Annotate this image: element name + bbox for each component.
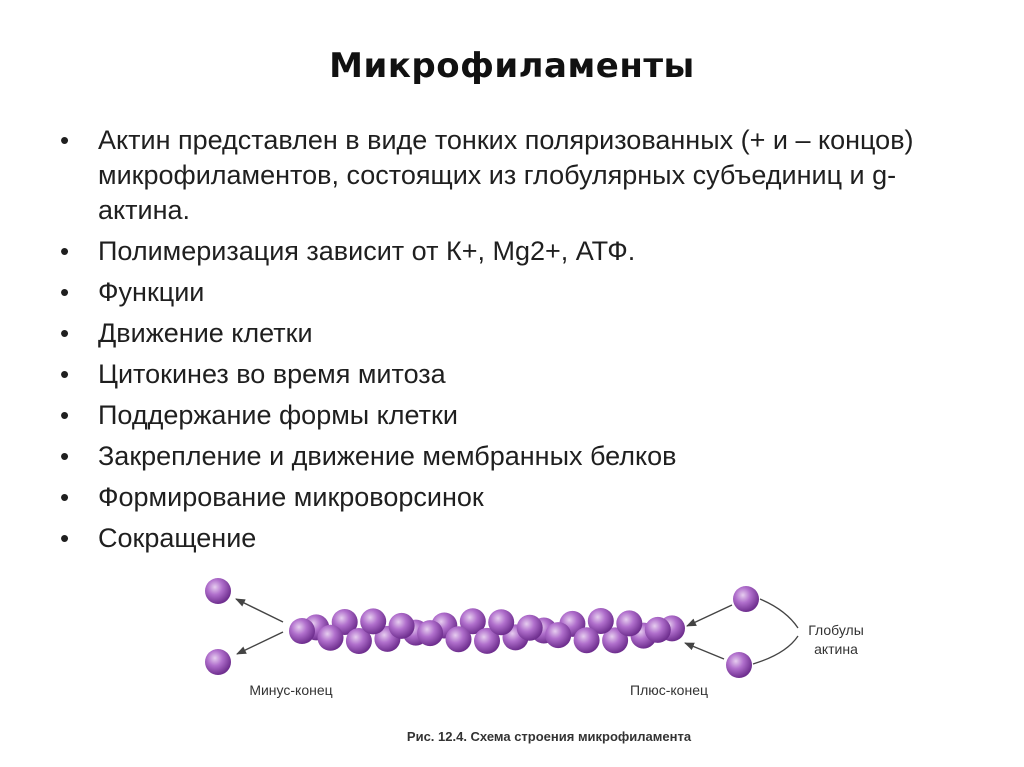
actin-subunit — [517, 615, 543, 641]
actin-subunit — [417, 620, 443, 646]
bullet-dot: • — [60, 441, 70, 471]
arrow-icon — [685, 643, 724, 659]
free-actin-globule — [205, 578, 231, 604]
arrow-icon — [237, 632, 283, 654]
actin-subunit — [574, 627, 600, 653]
bullet-item — [60, 316, 960, 351]
bullet-item — [60, 521, 960, 556]
bullet-text: Формирование микроворсинок — [98, 482, 484, 512]
bullet-dot: • — [60, 400, 70, 430]
actin-subunit — [318, 625, 344, 651]
actin-filament — [289, 608, 685, 654]
bullet-text: Актин представлен в виде тонких поляризованных (+ и – концов) микрофиламентов, состоящих из глобулярных субъединиц и g-актина. — [98, 125, 914, 225]
globule-label-line1: Глобулы — [808, 622, 864, 638]
bullet-dot: • — [60, 482, 70, 512]
bullet-item — [60, 275, 960, 310]
bullet-item — [60, 398, 960, 433]
bullet-dot: • — [60, 277, 70, 307]
bullet-dot: • — [60, 359, 70, 389]
arrow-icon — [687, 605, 732, 626]
slide-title: Микрофиламенты — [329, 46, 695, 86]
bullet-text: Полимеризация зависит от К+, Mg2+, АТФ. — [98, 236, 636, 266]
bullet-item — [60, 123, 960, 228]
actin-subunit — [289, 618, 315, 644]
actin-subunit — [545, 622, 571, 648]
bullet-text: Движение клетки — [98, 318, 313, 348]
free-actin-globule — [726, 652, 752, 678]
free-actin-globule — [733, 586, 759, 612]
actin-subunit — [360, 608, 386, 634]
bracket-line — [760, 599, 798, 628]
bullet-text: Функции — [98, 277, 205, 307]
bullet-text: Сокращение — [98, 523, 257, 553]
bullet-dot: • — [60, 236, 70, 266]
actin-subunit — [446, 626, 472, 652]
bullet-list — [60, 123, 960, 562]
bullet-item — [60, 234, 960, 269]
figure-caption: Рис. 12.4. Схема строения микрофиламента — [406, 729, 692, 744]
bullet-item — [60, 439, 960, 474]
free-actin-globule — [205, 649, 231, 675]
microfilament-diagram — [0, 570, 1024, 767]
bullet-text: Закрепление и движение мембранных белков — [98, 441, 677, 471]
bullet-dot: • — [60, 318, 70, 348]
bullet-text: Цитокинез во время митоза — [98, 359, 446, 389]
bullet-dot: • — [60, 523, 70, 553]
bracket-line — [753, 636, 798, 664]
bullet-dot: • — [60, 125, 70, 155]
actin-subunit — [389, 613, 415, 639]
bullet-item — [60, 357, 960, 392]
globule-label-line2: актина — [814, 641, 858, 657]
bullet-item — [60, 480, 960, 515]
actin-subunit — [488, 609, 514, 635]
minus-end-label: Минус-конец — [249, 682, 333, 698]
plus-end-label: Плюс-конец — [630, 682, 708, 698]
actin-subunit — [616, 610, 642, 636]
bullet-text: Поддержание формы клетки — [98, 400, 458, 430]
actin-subunit — [645, 617, 671, 643]
arrow-icon — [236, 599, 283, 622]
